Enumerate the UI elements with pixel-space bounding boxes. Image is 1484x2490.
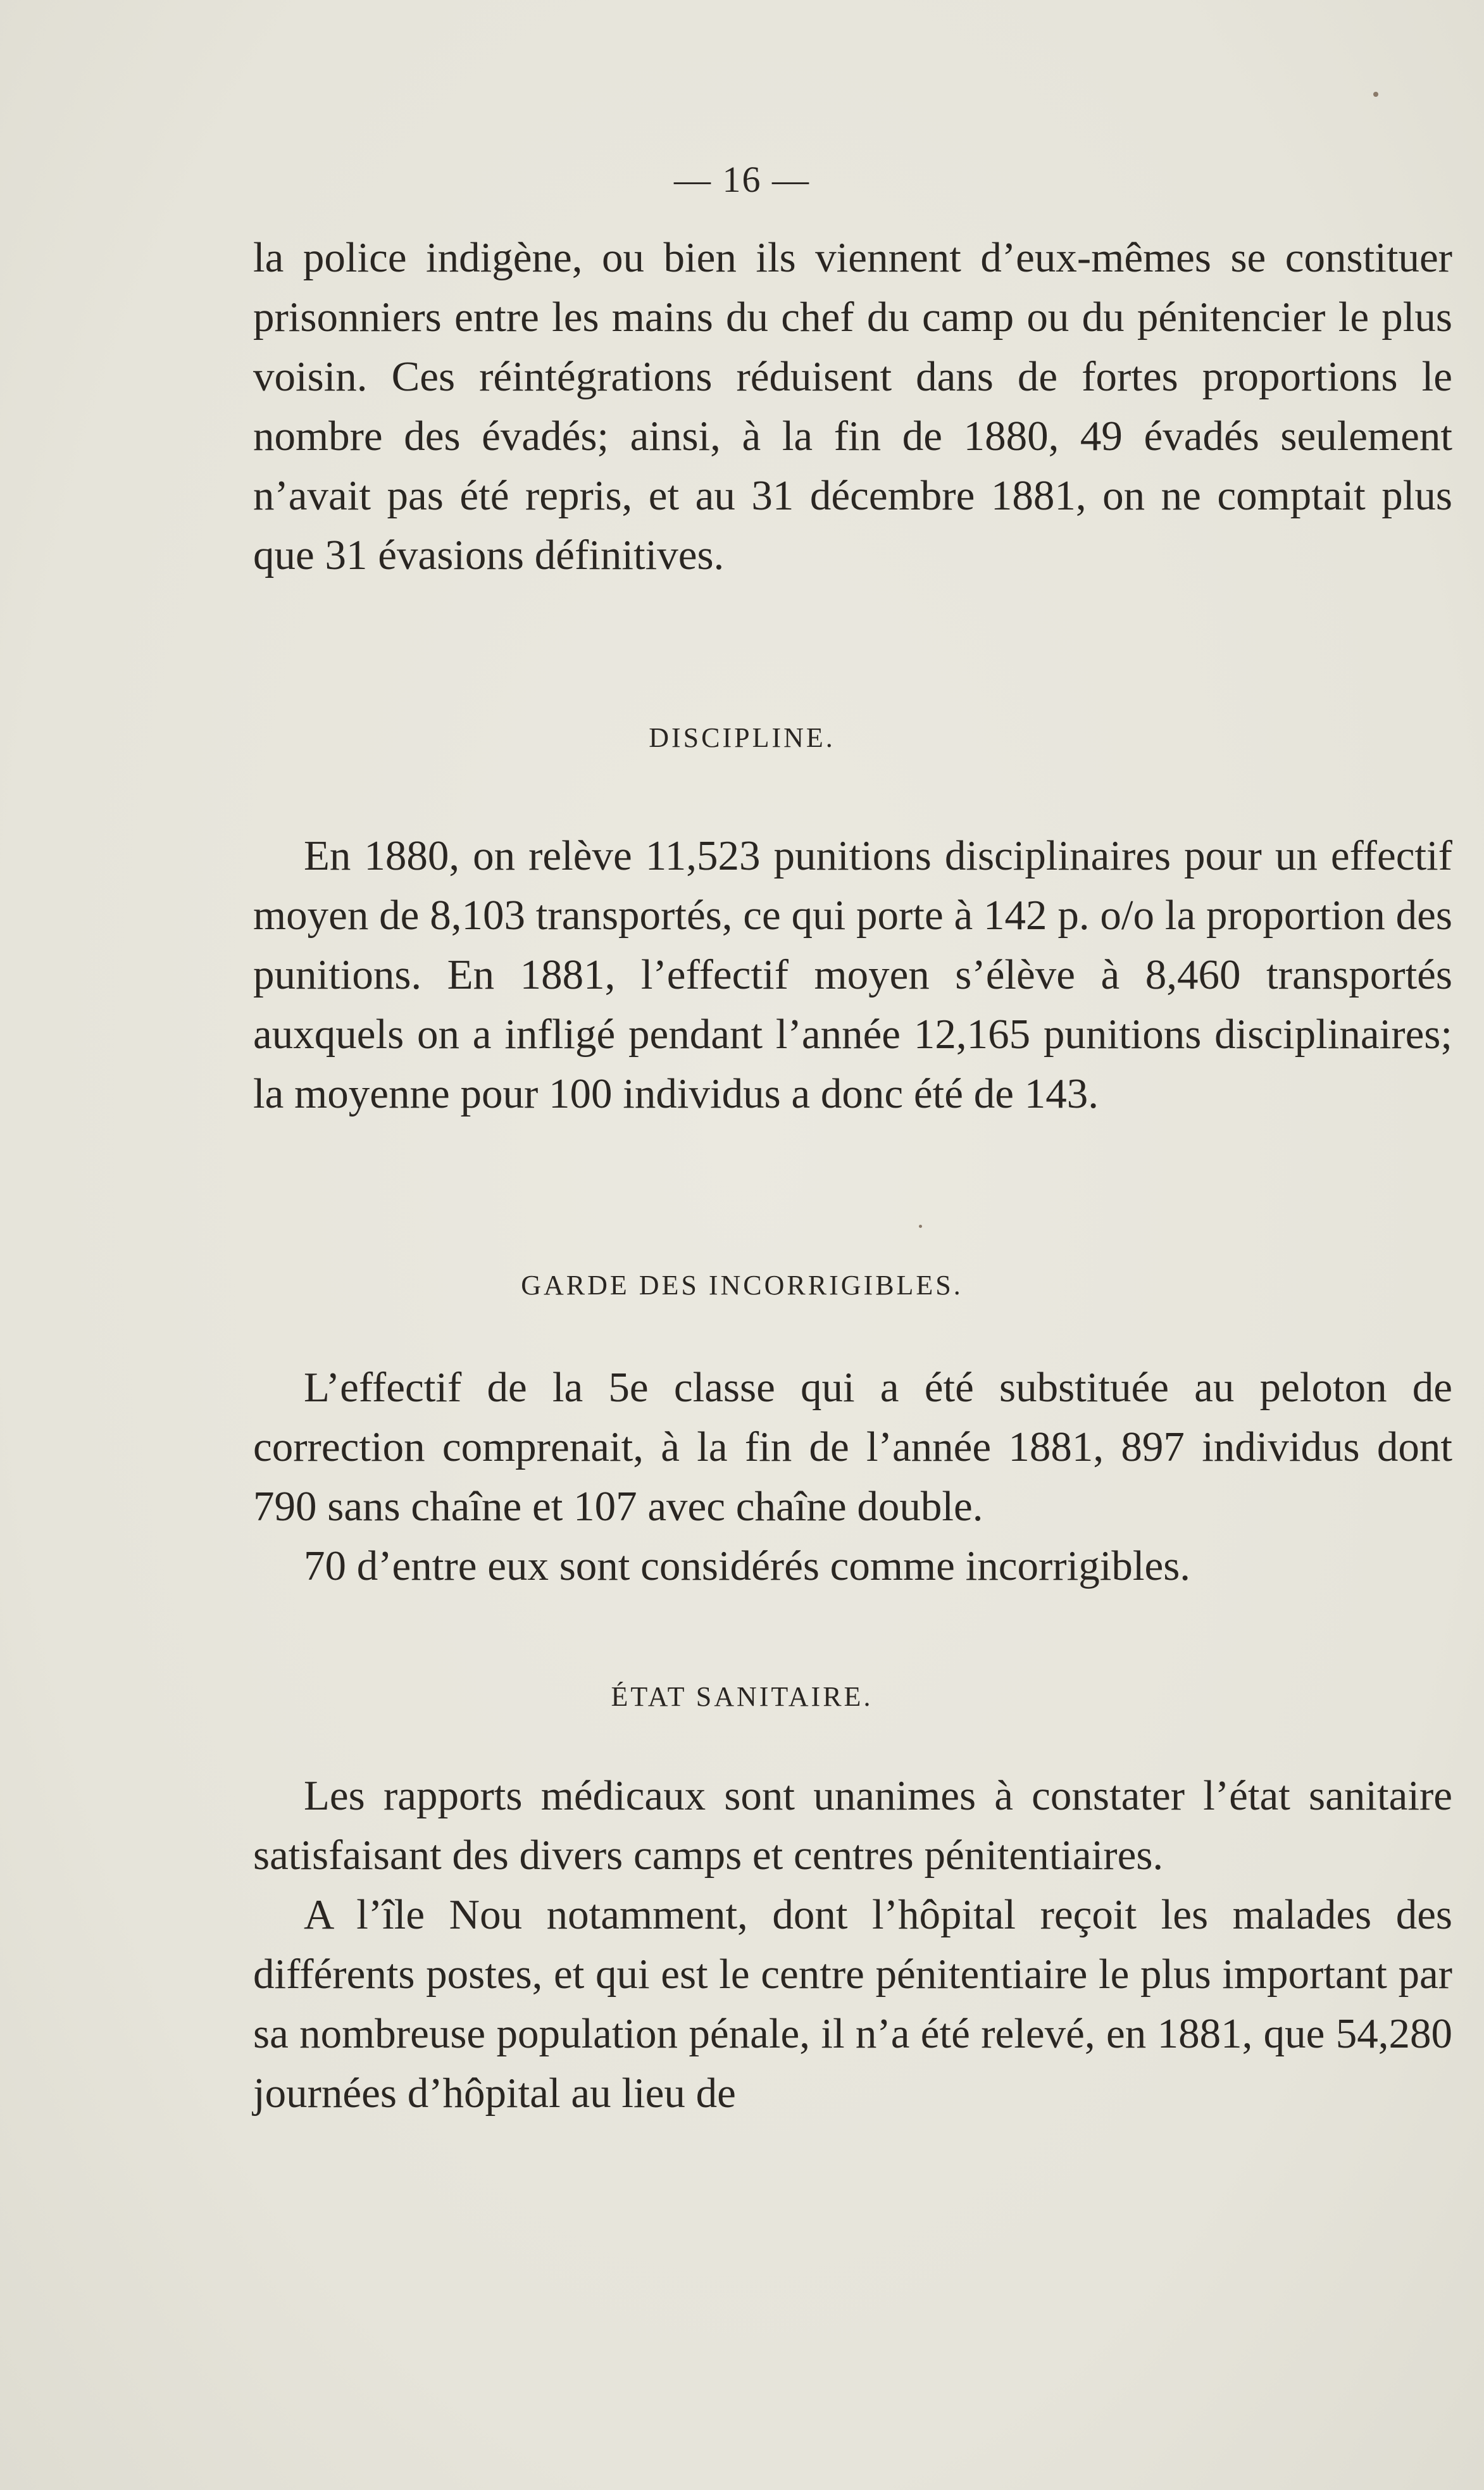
page-number: — 16 —: [674, 159, 810, 200]
intro-paragraph: la police indigène, ou bien ils viennent d’eux-mêmes se constituer prisonniers entre les mains du chef du camp ou du pénitencier le plus voisin. Ces réintégrations réduisent dans de fortes proportions le nombre des évadés; ainsi, à la fin de 1880, 49 évadés seulement n’avait pas été repris, et au 31 décembre 1881, on ne comptait plus que 31 évasions définitives.: [253, 234, 1452, 579]
section-heading-discipline: DISCIPLINE.: [649, 722, 835, 753]
paper-speck: [1373, 92, 1378, 97]
section-heading-etat-sanitaire: ÉTAT SANITAIRE.: [611, 1681, 873, 1712]
garde-paragraph-2: 70 d’entre eux sont considérés comme incorrigibles.: [304, 1542, 1191, 1589]
discipline-paragraph: En 1880, on relève 11,523 punitions disciplinaires pour un effectif moyen de 8,103 transportés, ce qui porte à 142 p. o/o la proportion des punitions. En 1881, l’effectif moyen s’élève à 8,460 transportés auxquels on a infligé pendant l’année 12,165 punitions disciplinaires; la moyenne pour 100 individus a donc été de 143.: [253, 832, 1452, 1117]
paper-speck: [919, 1225, 922, 1228]
garde-paragraph-1: L’effectif de la 5e classe qui a été substituée au peloton de correction comprenait, à la fin de l’année 1881, 897 individus dont 790 sans chaîne et 107 avec chaîne double.: [253, 1364, 1452, 1530]
etat-sanitaire-section-body: [253, 1766, 1452, 2123]
intro-paragraph-block: [253, 228, 1452, 585]
etat-paragraph-1: Les rapports médicaux sont unanimes à constater l’état sanitaire satisfaisant des divers camps et centres pénitentiaires.: [253, 1772, 1452, 1879]
section-heading-garde-des-incorrigibles: GARDE DES INCORRIGIBLES.: [521, 1270, 963, 1301]
discipline-section-body: [253, 826, 1452, 1123]
etat-paragraph-2: A l’île Nou notamment, dont l’hôpital reçoit les malades des différents postes, et qui est le centre pénitentiaire le plus important par sa nombreuse population pénale, il n’a été relevé, en 1881, que 54,280 journées d’hôpital au lieu de: [253, 1891, 1452, 2117]
garde-section-body: [253, 1358, 1452, 1596]
